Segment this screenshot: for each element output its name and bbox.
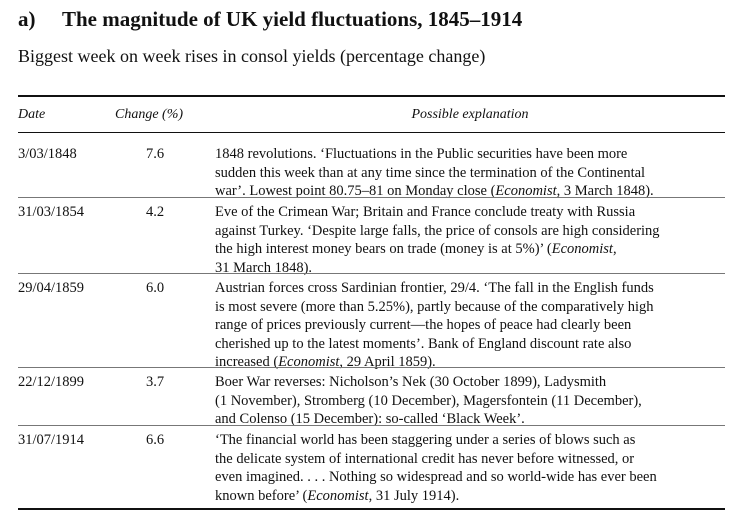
explanation-line bbox=[215, 279, 725, 298]
explanation-line bbox=[215, 450, 725, 469]
cell-change: 6.0 bbox=[145, 280, 165, 296]
explanation-line bbox=[215, 487, 725, 506]
explanation-line bbox=[215, 335, 725, 354]
row-separator bbox=[18, 273, 725, 274]
explanation-line bbox=[215, 298, 725, 317]
cell-date: 31/03/1854 bbox=[18, 204, 85, 220]
cell-explanation bbox=[215, 431, 725, 505]
cell-change: 7.6 bbox=[145, 146, 165, 162]
explanation-line bbox=[215, 353, 725, 372]
explanation-line bbox=[215, 259, 725, 278]
table-bottom-rule bbox=[18, 508, 725, 510]
source-citation: Economist bbox=[307, 487, 369, 504]
explanation-line bbox=[215, 431, 725, 450]
explanation-line bbox=[215, 222, 725, 241]
explanation-text: , 3 March 1848). bbox=[556, 183, 654, 200]
explanation-line bbox=[215, 203, 725, 222]
explanation-text: 1848 revolutions. ‘Fluctuations in the Public securities have been more bbox=[215, 146, 628, 162]
cell-explanation bbox=[215, 145, 725, 201]
explanation-text: Austrian forces cross Sardinian frontier, 29/4. ‘The fall in the English funds bbox=[215, 280, 654, 296]
table-top-rule bbox=[18, 95, 725, 97]
row-separator bbox=[18, 367, 725, 368]
explanation-text: 31 March 1848). bbox=[215, 259, 313, 276]
explanation-line bbox=[215, 145, 725, 164]
cell-date: 31/07/1914 bbox=[18, 432, 85, 448]
explanation-text: , 29 April 1859). bbox=[339, 354, 436, 371]
explanation-text: the delicate system of international credit has never before witnessed, or bbox=[215, 450, 635, 467]
explanation-text: cherished up to the latest moments’. Bank of England discount rate also bbox=[215, 335, 632, 352]
explanation-text: increased ( bbox=[215, 354, 279, 371]
header-explanation: Possible explanation bbox=[411, 107, 529, 122]
source-citation: Economist bbox=[551, 241, 613, 258]
section-title bbox=[18, 7, 522, 32]
explanation-text: is most severe (more than 5.25%), partly because of the comparatively high bbox=[215, 298, 654, 315]
explanation-text: sudden this week than at any time since the termination of the Continental bbox=[215, 164, 646, 181]
explanation-text: ‘The financial world has been staggering under a series of blows such as bbox=[215, 432, 636, 448]
cell-date: 29/04/1859 bbox=[18, 280, 85, 296]
explanation-line bbox=[215, 316, 725, 335]
row-separator bbox=[18, 425, 725, 426]
explanation-text: , bbox=[612, 241, 617, 258]
explanation-text: , 31 July 1914). bbox=[368, 487, 460, 504]
explanation-text: (1 November), Stromberg (10 December), Magersfontein (11 December), bbox=[215, 392, 642, 409]
cell-date: 3/03/1848 bbox=[18, 146, 77, 162]
cell-explanation bbox=[215, 203, 725, 277]
explanation-line bbox=[215, 164, 725, 183]
explanation-text: range of prices previously current—the hopes of peace had clearly been bbox=[215, 317, 632, 334]
cell-explanation bbox=[215, 373, 725, 429]
source-citation: Economist bbox=[495, 183, 557, 200]
explanation-line bbox=[215, 373, 725, 392]
table-header-rule bbox=[18, 132, 725, 133]
explanation-text: Eve of the Crimean War; Britain and France conclude treaty with Russia bbox=[215, 204, 636, 220]
cell-change: 6.6 bbox=[145, 432, 165, 448]
cell-date: 22/12/1899 bbox=[18, 374, 85, 390]
header-date: Date bbox=[18, 107, 46, 122]
title-text: The magnitude of UK yield fluctuations, 1845–1914 bbox=[62, 7, 523, 31]
explanation-line bbox=[215, 392, 725, 411]
explanation-text: against Turkey. ‘Despite large falls, the price of consols are high considering bbox=[215, 222, 660, 239]
row-separator bbox=[18, 197, 725, 198]
table-subtitle: Biggest week on week rises in consol yields (percentage change) bbox=[18, 46, 486, 66]
header-change: Change (%) bbox=[115, 107, 184, 122]
source-citation: Economist bbox=[278, 354, 340, 371]
explanation-text: known before’ ( bbox=[215, 487, 308, 504]
cell-explanation bbox=[215, 279, 725, 372]
section-label: a) bbox=[18, 7, 36, 31]
explanation-text: Boer War reverses: Nicholson’s Nek (30 October 1899), Ladysmith bbox=[215, 374, 607, 390]
explanation-text: even imagined. . . . Nothing so widespread and so world-wide has ever been bbox=[215, 469, 657, 486]
cell-change: 4.2 bbox=[145, 204, 165, 220]
explanation-text: and Colenso (15 December): so-called ‘Black Week’. bbox=[215, 411, 525, 428]
explanation-text: war’. Lowest point 80.75–81 on Monday close ( bbox=[215, 183, 496, 200]
cell-change: 3.7 bbox=[145, 374, 165, 390]
explanation-line bbox=[215, 468, 725, 487]
explanation-text: the high interest money bears on trade (money is at 5%)’ ( bbox=[215, 241, 552, 258]
explanation-line bbox=[215, 240, 725, 259]
